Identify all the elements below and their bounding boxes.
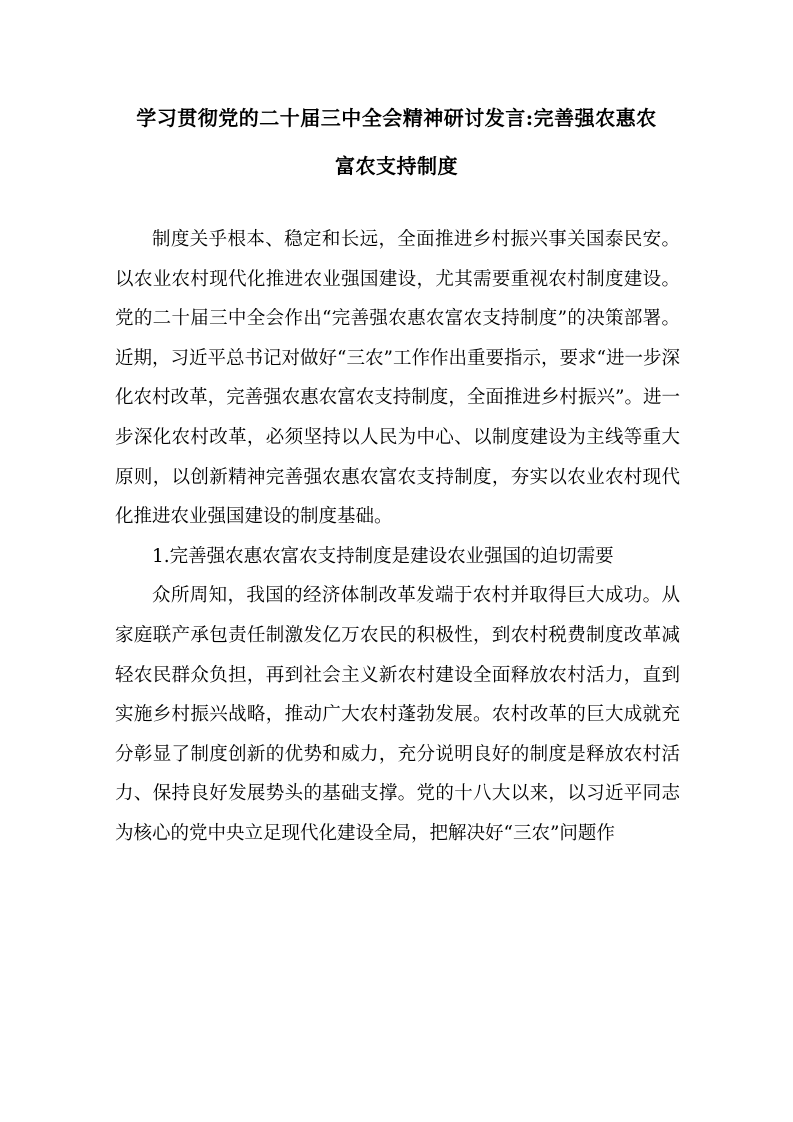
- title-line-2: 富农支持制度: [335, 154, 458, 178]
- title-line-1: 学习贯彻党的二十届三中全会精神研讨发言:完善强农惠农: [136, 106, 657, 130]
- paragraph-section-1: 众所周知，我国的经济体制改革发端于农村并取得巨大成功。从家庭联产承包责任制激发亿万农民的积极性，到农村税费制度改革减轻农民群众负担，再到社会主义新农村建设全面释放农村活力，直到实施乡村振兴战略，推动广大农村蓬勃发展。农村改革的巨大成就充分彰显了制度创新的优势和威力，充分说明良好的制度是释放农村活力、保持良好发展势头的基础支撑。党的十八大以来，以习近平同志为核心的党中央立足现代化建设全局，把解决好“三农”问题作: [115, 585, 680, 844]
- section-heading-1: 1.完善强农惠农富农支持制度是建设农业强国的迫切需要: [152, 545, 614, 567]
- document-title: [110, 94, 683, 190]
- paragraph-intro: 制度关乎根本、稳定和长远，全面推进乡村振兴事关国泰民安。以农业农村现代化推进农业强国建设，尤其需要重视农村制度建设。党的二十届三中全会作出“完善强农惠农富农支持制度”的决策部署。近期，习近平总书记对做好“三农”工作作出重要指示，要求“进一步深化农村改革，完善强农惠农富农支持制度，全面推进乡村振兴”。进一步深化农村改革，必须坚持以人民为中心、以制度建设为主线等重大原则，以创新精神完善强农惠农富农支持制度，夯实以农业农村现代化推进农业强国建设的制度基础。: [115, 229, 680, 528]
- document-body: [115, 220, 680, 854]
